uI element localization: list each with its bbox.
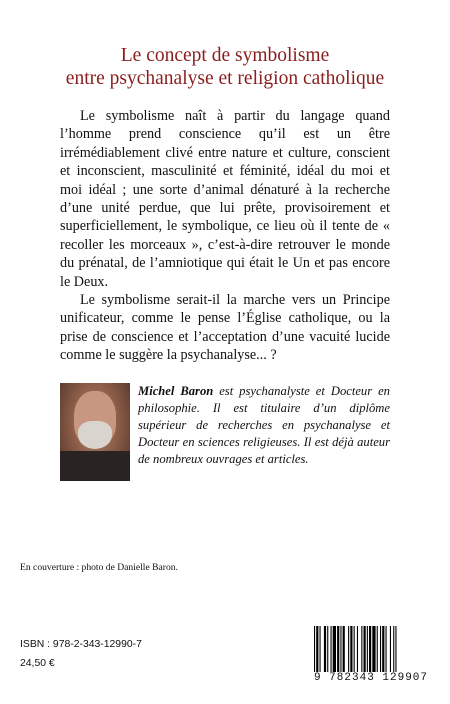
author-photo	[60, 383, 130, 481]
price: 24,50 €	[20, 658, 55, 669]
barcode-bars	[314, 626, 430, 672]
isbn: ISBN : 978-2-343-12990-7	[20, 639, 142, 650]
summary-paragraph-2: Le symbolisme serait-il la marche vers un Principe unificateur, comme le pense l’Église catholique, ou la prise de conscience et l’acceptation d’une vacuité lucide comme le suggère la psychanalyse... ?	[60, 292, 390, 364]
barcode-digits: 9 782343 129907	[313, 672, 429, 684]
book-title-line-1: Le concept de symbolisme	[120, 45, 330, 66]
author-bio-text: est psychanalyste et Docteur en philosophie. Il est titulaire d’un diplôme supérieur de recherches en psychanalyse et Docteur en sciences religieuses. Il est déjà auteur de nombreux ouvrages et articles.	[138, 384, 390, 466]
author-bio	[138, 383, 390, 468]
cover-credit: En couverture : photo de Danielle Baron.	[20, 562, 178, 573]
book-title	[0, 44, 450, 90]
barcode	[308, 622, 434, 690]
summary-paragraph-1: Le symbolisme naît à partir du langage quand l’homme prend conscience qu’il est un être irrémédiablement clivé entre nature et culture, conscient et inconscient, masculinité et féminité, idéal du moi et moi idéal ; une sorte d’animal dénaturé à la recherche d’une unité perdue, que lui prête, provisoirement et superficiellement, le symbolique, ce lieu où il tente de « recoller les morceaux », c’est-à-dire retrouver le monde du prénatal, de l’amniotique qui était le Un et pas encore le Deux.	[60, 108, 390, 290]
author-name: Michel Baron	[138, 384, 214, 398]
book-summary	[60, 107, 390, 365]
book-title-line-2: entre psychanalyse et religion catholique	[65, 68, 385, 89]
